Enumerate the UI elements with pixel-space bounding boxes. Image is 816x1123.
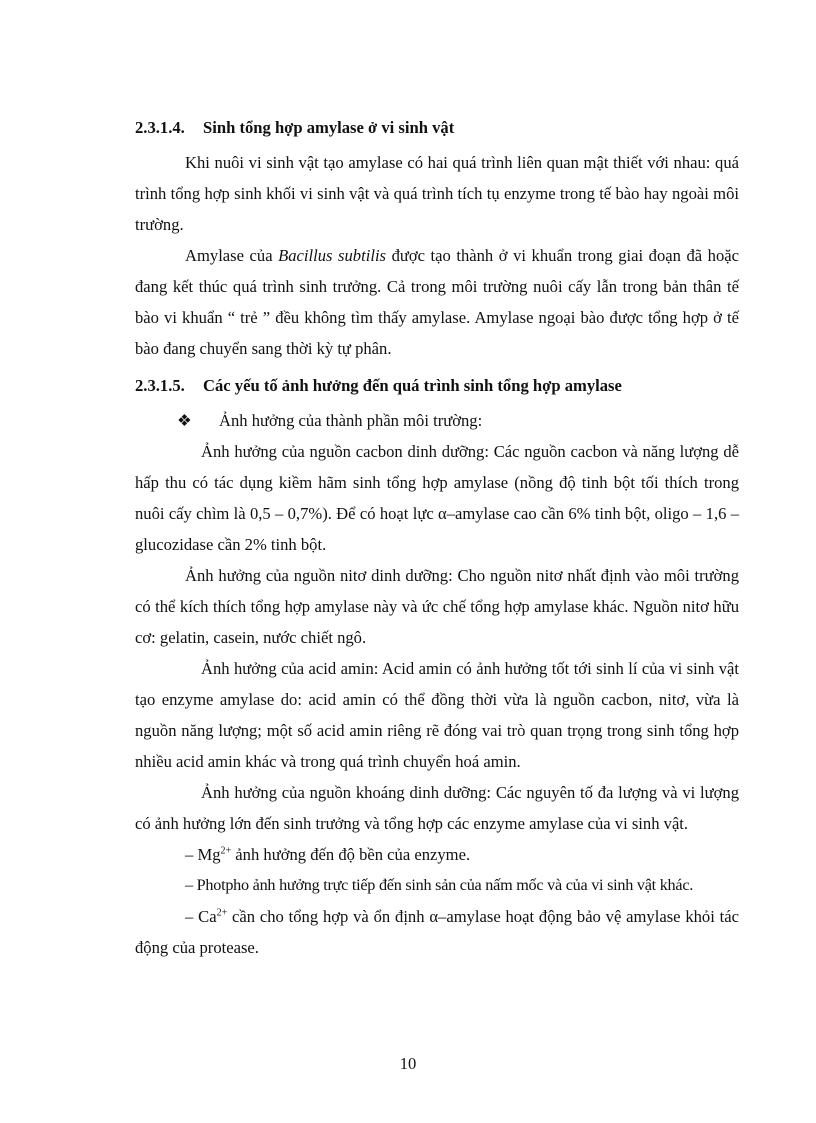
paragraph: Ảnh hưởng của nguồn khoáng dinh dưỡng: Các nguyên tố đa lượng và vi lượng có ảnh hưởng lớn đến sinh trưởng và tổng hợp các enzyme amylase của vi sinh vật. bbox=[135, 783, 739, 833]
list-item-magnesium bbox=[135, 839, 739, 870]
list-item-text: Photpho ảnh hưởng trực tiếp đến sinh sản của nấm mốc và của vi sinh vật khác. bbox=[196, 876, 694, 894]
section-number: 2.3.1.5. bbox=[135, 376, 185, 395]
paragraph-text: Amylase của bbox=[185, 246, 279, 265]
page-number: 10 bbox=[399, 1054, 417, 1073]
ion-charge: 2+ bbox=[216, 907, 228, 919]
paragraph: Ảnh hưởng của acid amin: Acid amin có ảnh hưởng tốt tới sinh lí của vi sinh vật tạo enzyme amylase do: acid amin có thể đồng thời vừa là nguồn cacbon, nitơ, vừa là nguồn năng lượng; một số acid amin riêng rẽ đóng vai trò quan trọng trong sinh tổng hợp nhiều acid amin khác và trong quá trình chuyển hoá amin. bbox=[135, 659, 739, 771]
paragraph-text: được tạo thành ở vi khuẩn trong giai đoạn đã hoặc đang kết thúc quá trình sinh trưởng. Cả trong môi trường nuôi cấy lẫn trong bản thân tế bào vi khuẩn “ trẻ ” đều không tìm thấy amylase. Amylase ngoại bào được tổng hợp ở tế bào đang chuyển sang thời kỳ tự phân. bbox=[135, 246, 740, 358]
paragraph: Khi nuôi vi sinh vật tạo amylase có hai quá trình liên quan mật thiết với nhau: quá trình tổng hợp sinh khối vi sinh vật và quá trình tích tụ enzyme trong tế bào hay ngoài môi trường. bbox=[135, 153, 739, 234]
dash-marker: – bbox=[185, 907, 194, 926]
paragraph: Ảnh hưởng của nguồn nitơ dinh dưỡng: Cho nguồn nitơ nhất định vào môi trường có thể kích thích tổng hợp amylase này và ức chế tổng hợp amylase khác. Nguồn nitơ hữu cơ: gelatin, casein, nước chiết ngô. bbox=[135, 566, 739, 647]
ion-charge: 2+ bbox=[220, 845, 232, 857]
section-title: Các yếu tố ảnh hưởng đến quá trình sinh tổng hợp amylase bbox=[203, 376, 622, 395]
bullet-text: Ảnh hưởng của thành phần môi trường: bbox=[219, 411, 483, 430]
list-item-text: cần cho tổng hợp và ổn định α–amylase hoạt động bảo vệ amylase khỏi tác động của protease. bbox=[135, 907, 739, 957]
dash-marker: – bbox=[185, 845, 194, 864]
paragraph bbox=[135, 240, 739, 364]
element-symbol: Ca bbox=[198, 907, 217, 926]
section-heading-2-3-1-4 bbox=[135, 112, 739, 143]
dash-marker: – bbox=[185, 876, 193, 894]
section-heading-2-3-1-5 bbox=[135, 370, 739, 401]
diamond-bullet-icon: ❖ bbox=[177, 411, 192, 430]
list-item-text: ảnh hưởng đến độ bền của enzyme. bbox=[231, 845, 471, 864]
section-number: 2.3.1.4. bbox=[135, 118, 185, 137]
list-item-calcium bbox=[135, 901, 739, 963]
bullet-item bbox=[135, 405, 739, 436]
species-name: Bacillus subtilis bbox=[278, 246, 387, 265]
element-symbol: Mg bbox=[197, 845, 221, 864]
paragraph: Ảnh hưởng của nguồn cacbon dinh dưỡng: Các nguồn cacbon và năng lượng dễ hấp thu có tác dụng kiềm hãm sinh tổng hợp amylase (nồng độ tinh bột tối thích trong nuôi cấy chìm là 0,5 – 0,7%). Để có hoạt lực α–amylase cao cần 6% tinh bột, oligo – 1,6 – glucozidase cần 2% tinh bột. bbox=[135, 442, 739, 554]
page-content bbox=[135, 112, 739, 963]
section-title: Sinh tổng hợp amylase ở vi sinh vật bbox=[203, 118, 455, 137]
list-item-phosphorus bbox=[135, 870, 739, 901]
